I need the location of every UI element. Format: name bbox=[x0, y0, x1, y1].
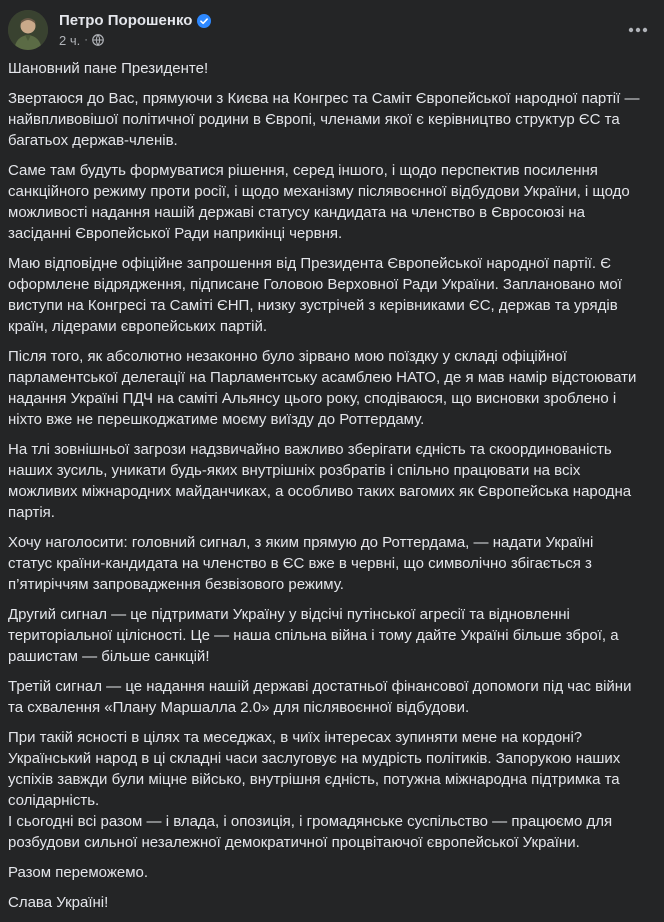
post-paragraph: Другий сигнал — це підтримати Україну у відсічі путінської агресії та відновленні територіальної цілісності. Це — наша спільна війна і тому дайте Україні більше зброї, а рашистам — більше санкцій! bbox=[8, 606, 619, 665]
post-paragraph: Хочу наголосити: головний сигнал, з яким прямую до Роттердама, — надати Україні статус країни-кандидата на членство в ЄС вже в червні, що символічно збігається з п’ятиріччям запровадження безвізового режиму. bbox=[8, 534, 594, 593]
post-header bbox=[8, 8, 656, 50]
post-paragraph: І сьогодні всі разом — і влада, і опозиція, і громадянське суспільство — працюємо для розбудови сильної незалежної демократичної процвітаючої європейської України. bbox=[8, 813, 613, 851]
post-paragraph: При такій ясності в цілях та меседжах, в чиїх інтересах зупиняти мене на кордоні? Український народ в ці складні часи заслуговує на мудрість політиків. Запорукою наших успіхів завжди були міцне військо, внутрішня єдність, потужна міжнародна підтримка та солідарність. bbox=[8, 729, 621, 809]
avatar-portrait-icon bbox=[8, 10, 48, 50]
author-line bbox=[59, 12, 211, 30]
more-horizontal-icon bbox=[628, 27, 648, 33]
post-paragraph: Слава Україні! bbox=[8, 894, 109, 911]
post-paragraph: Третій сигнал — це надання нашій державі достатньої фінансової допомоги під час війни та схвалення «Плану Маршалла 2.0» для післявоєнної відбудови. bbox=[8, 678, 632, 716]
post-paragraph: Саме там будуть формуватися рішення, серед іншого, і щодо перспектив посилення санкційного режиму проти росії, і щодо механізму післявоєнної відбудови України, і щодо можливості надання нашій державі статусу кандидата на членство в Євросоюзі на засіданні Європейської Ради наприкінці червня. bbox=[8, 162, 630, 242]
meta-separator: · bbox=[84, 34, 88, 46]
post-timestamp[interactable]: 2 ч. bbox=[59, 32, 81, 48]
globe-icon[interactable] bbox=[92, 34, 104, 46]
post-paragraph: Маю відповідне офіційне запрошення від Президента Європейської народної партії. Є оформлене відрядження, підписане Головою Верховної Ради України. Заплановано мої виступи на Конгресі та Саміті ЄНП, низку зустрічей з керівниками ЄС, держав та урядів країн, лідерами європейських партій. bbox=[8, 255, 622, 335]
post-paragraph: Разом переможемо. bbox=[8, 864, 149, 881]
post-paragraph: Звертаюся до Вас, прямуючи з Києва на Конгрес та Саміт Європейської народної партії — найвпливовішої політичної родини в Європі, членами якої є керівництво структур ЄС та багатьох держав-членів. bbox=[8, 90, 640, 149]
post-paragraph: На тлі зовнішньої загрози надзвичайно важливо зберігати єдність та скоординованість наших зусиль, уникати будь-яких внутрішніх розбратів і спільно працювати на всіх можливих міжнародних майданчиках, а особливо таких вагомих як Європейська народна партія. bbox=[8, 441, 632, 521]
post-body bbox=[8, 58, 640, 922]
post-meta bbox=[59, 32, 104, 48]
verified-badge-icon bbox=[197, 14, 211, 28]
more-options-button[interactable] bbox=[620, 12, 656, 48]
author-name[interactable]: Петро Порошенко bbox=[59, 12, 193, 29]
post-paragraph: Шановний пане Президенте! bbox=[8, 60, 209, 77]
post-paragraph: Після того, як абсолютно незаконно було зірвано мою поїздку у складі офіційної парламентської делегації на Парламентську асамблею НАТО, де я мав намір відстоювати надання Україні ПДЧ на саміті Альянсу цього року, сподіваюся, що висновки зроблено і ніхто вже не перешкоджатиме моєму виїзду до Роттердаму. bbox=[8, 348, 637, 428]
author-avatar[interactable] bbox=[8, 10, 48, 50]
